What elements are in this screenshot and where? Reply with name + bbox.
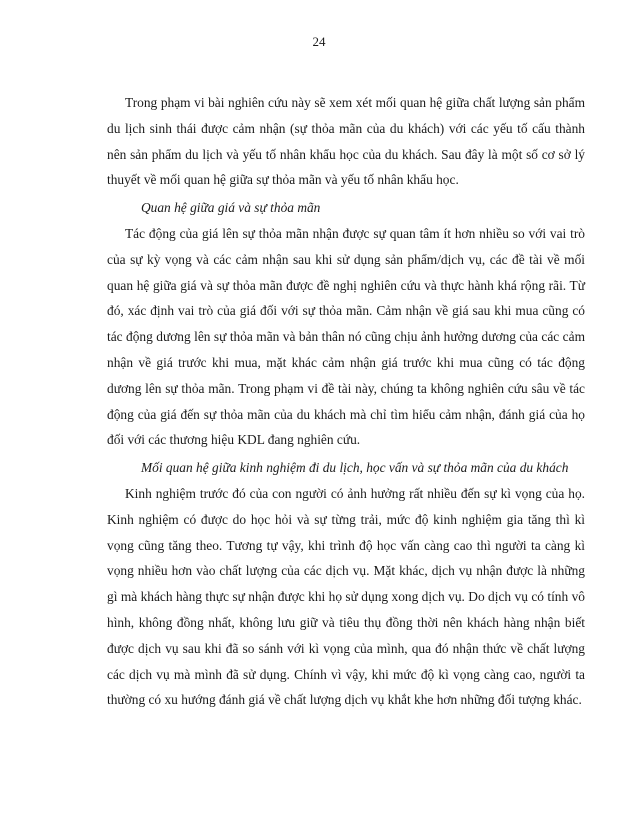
experience-education-paragraph: Kinh nghiệm trước đó của con người có ảnh hưởng rất nhiều đến sự kì vọng của họ. Kinh nghiệm có được do học hỏi và sự từng trải, mức độ kinh nghiệm gia tăng thì kì vọng cũng tăng theo. Tương tự vậy, khi trình độ học vấn càng cao thì người ta càng kì vọng nhiều hơn vào chất lượng của các dịch vụ. Mặt khác, dịch vụ nhận được là những gì mà khách hàng thực sự nhận được khi họ sử dụng xong dịch vụ. Do dịch vụ có tính vô hình, không đồng nhất, không lưu giữ và tiêu thụ đồng thời nên khách hàng nhận biết được dịch vụ sau khi đã so sánh với kì vọng của mình, qua đó nhận thức về chất lượng các dịch vụ mà mình đã sử dụng. Chính vì vậy, khi mức độ kì vọng càng cao, người ta thường có xu hướng đánh giá về chất lượng dịch vụ khắt khe hơn những đối tượng khác. [107,485,585,708]
section-heading-experience-education: Mối quan hệ giữa kinh nghiệm đi du lịch, học vấn và sự thỏa mãn của du khách [141,460,569,476]
document-body [107,90,585,713]
section-heading-price-satisfaction: Quan hệ giữa giá và sự thỏa mãn [141,200,321,216]
intro-paragraph: Trong phạm vi bài nghiên cứu này sẽ xem xét mối quan hệ giữa chất lượng sản phẩm du lịch sinh thái được cảm nhận (sự thỏa mãn của du khách) với các yếu tố cấu thành nên sản phẩm du lịch và yếu tố nhân khẩu học của du khách. Sau đây là một số cơ sở lý thuyết về mối quan hệ giữa sự thỏa mãn và yếu tố nhân khẩu học. [107,95,585,188]
price-satisfaction-paragraph: Tác động của giá lên sự thỏa mãn nhận được sự quan tâm ít hơn nhiều so với vai trò của sự kỳ vọng và các cảm nhận sau khi sử dụng sản phẩm/dịch vụ, các đề tài về mối quan hệ giữa giá và sự thỏa mãn được đề nghị nghiên cứu và thực hành khá rộng rãi. Từ đó, xác định vai trò của giá đối với sự thỏa mãn. Cảm nhận về giá sau khi mua cũng có tác động dương lên sự thỏa mãn và bản thân nó cũng chịu ảnh hưởng dương của các cảm nhận về giá trước khi mua, mặt khác cảm nhận giá trước khi mua cũng có tác động dương lên sự thỏa mãn. Trong phạm vi đề tài này, chúng ta không nghiên cứu sâu về tác động của giá đến sự thỏa mãn của du khách mà chỉ tìm hiểu cảm nhận, đánh giá của họ đối với các thương hiệu KDL đang nghiên cứu. [107,225,585,448]
page-number: 24 [312,34,326,49]
